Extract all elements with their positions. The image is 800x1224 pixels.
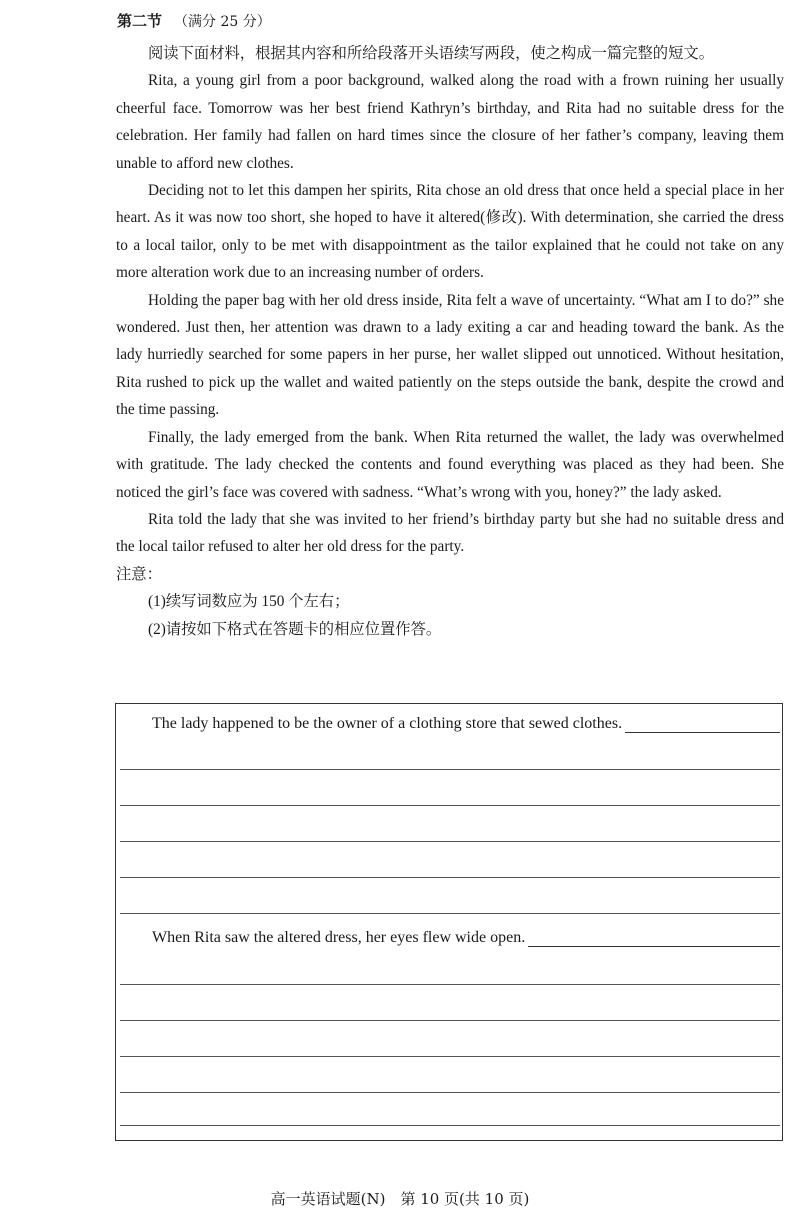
instruction-text: 阅读下面材料，根据其内容和所给段落开头语续写两段，使之构成一篇完整的短文。 xyxy=(148,45,714,62)
notes-block xyxy=(116,561,784,643)
prompt-2-text: When Rita saw the altered dress, her eyes flew wide open. xyxy=(152,929,526,946)
continuation-prompt-1 xyxy=(152,715,780,733)
story-paragraph: Rita, a young girl from a poor background, walked along the road with a frown ruining her usually cheerful face. Tomorrow was her best friend Kathryn’s birthday, and Rita had no suitable dress for the celebration. Her family had fallen on hard times since the closure of her father’s company, leaving them unable to afford new clothes. xyxy=(116,72,784,172)
story-paragraph: Finally, the lady emerged from the bank. When Rita returned the wallet, the lady was overwhelmed with gratitude. The lady checked the contents and found everything was placed as they had been. She noticed the girl’s face was covered with sadness. “What’s wrong with you, honey?” the lady asked. xyxy=(116,428,784,501)
writing-line xyxy=(120,841,780,842)
section-title: 第二节 xyxy=(117,12,163,30)
writing-line xyxy=(120,1056,780,1057)
continuation-prompt-2 xyxy=(152,929,780,947)
page-footer: 高一英语试题(N) 第 10 页(共 10 页) xyxy=(270,1190,530,1208)
writing-line xyxy=(120,913,780,914)
note-item: (2)请按如下格式在答题卡的相应位置作答。 xyxy=(148,620,442,638)
writing-line xyxy=(120,984,780,985)
section-heading xyxy=(117,10,271,33)
reading-material xyxy=(116,40,784,643)
story-paragraph: Deciding not to let this dampen her spirits, Rita chose an old dress that once held a special place in her heart. As it was now too short, she hoped to have it altered(修改). With determination, she carried the dress to a local tailor, only to be met with disappointment as the tailor explained that he could not take on any more alteration work due to an increasing number of orders. xyxy=(116,182,784,282)
writing-line xyxy=(120,805,780,806)
prompt-1-text: The lady happened to be the owner of a clothing store that sewed clothes. xyxy=(152,715,623,732)
section-score: （满分 25 分） xyxy=(174,14,271,30)
writing-line xyxy=(120,1020,780,1021)
prompt-1-blank xyxy=(625,716,780,733)
writing-line xyxy=(120,877,780,878)
prompt-2-blank xyxy=(528,930,780,947)
notes-title: 注意： xyxy=(116,565,162,583)
story-paragraph: Rita told the lady that she was invited to her friend’s birthday party but she had no suitable dress and the local tailor refused to alter her old dress for the party. xyxy=(116,510,784,556)
writing-line xyxy=(120,1125,780,1126)
writing-line xyxy=(120,769,780,770)
story-paragraph: Holding the paper bag with her old dress inside, Rita felt a wave of uncertainty. “What am I to do?” she wondered. Just then, her attention was drawn to a lady exiting a car and heading toward the bank. As the lady hurriedly searched for some papers in her purse, her wallet slipped out unnoticed. Without hesitation, Rita rushed to pick up the wallet and waited patiently on the steps outside the bank, despite the crowd and the time passing. xyxy=(116,291,784,419)
note-item: (1)续写词数应为 150 个左右； xyxy=(148,593,350,611)
writing-line xyxy=(120,1092,780,1093)
answer-box xyxy=(115,703,783,1141)
